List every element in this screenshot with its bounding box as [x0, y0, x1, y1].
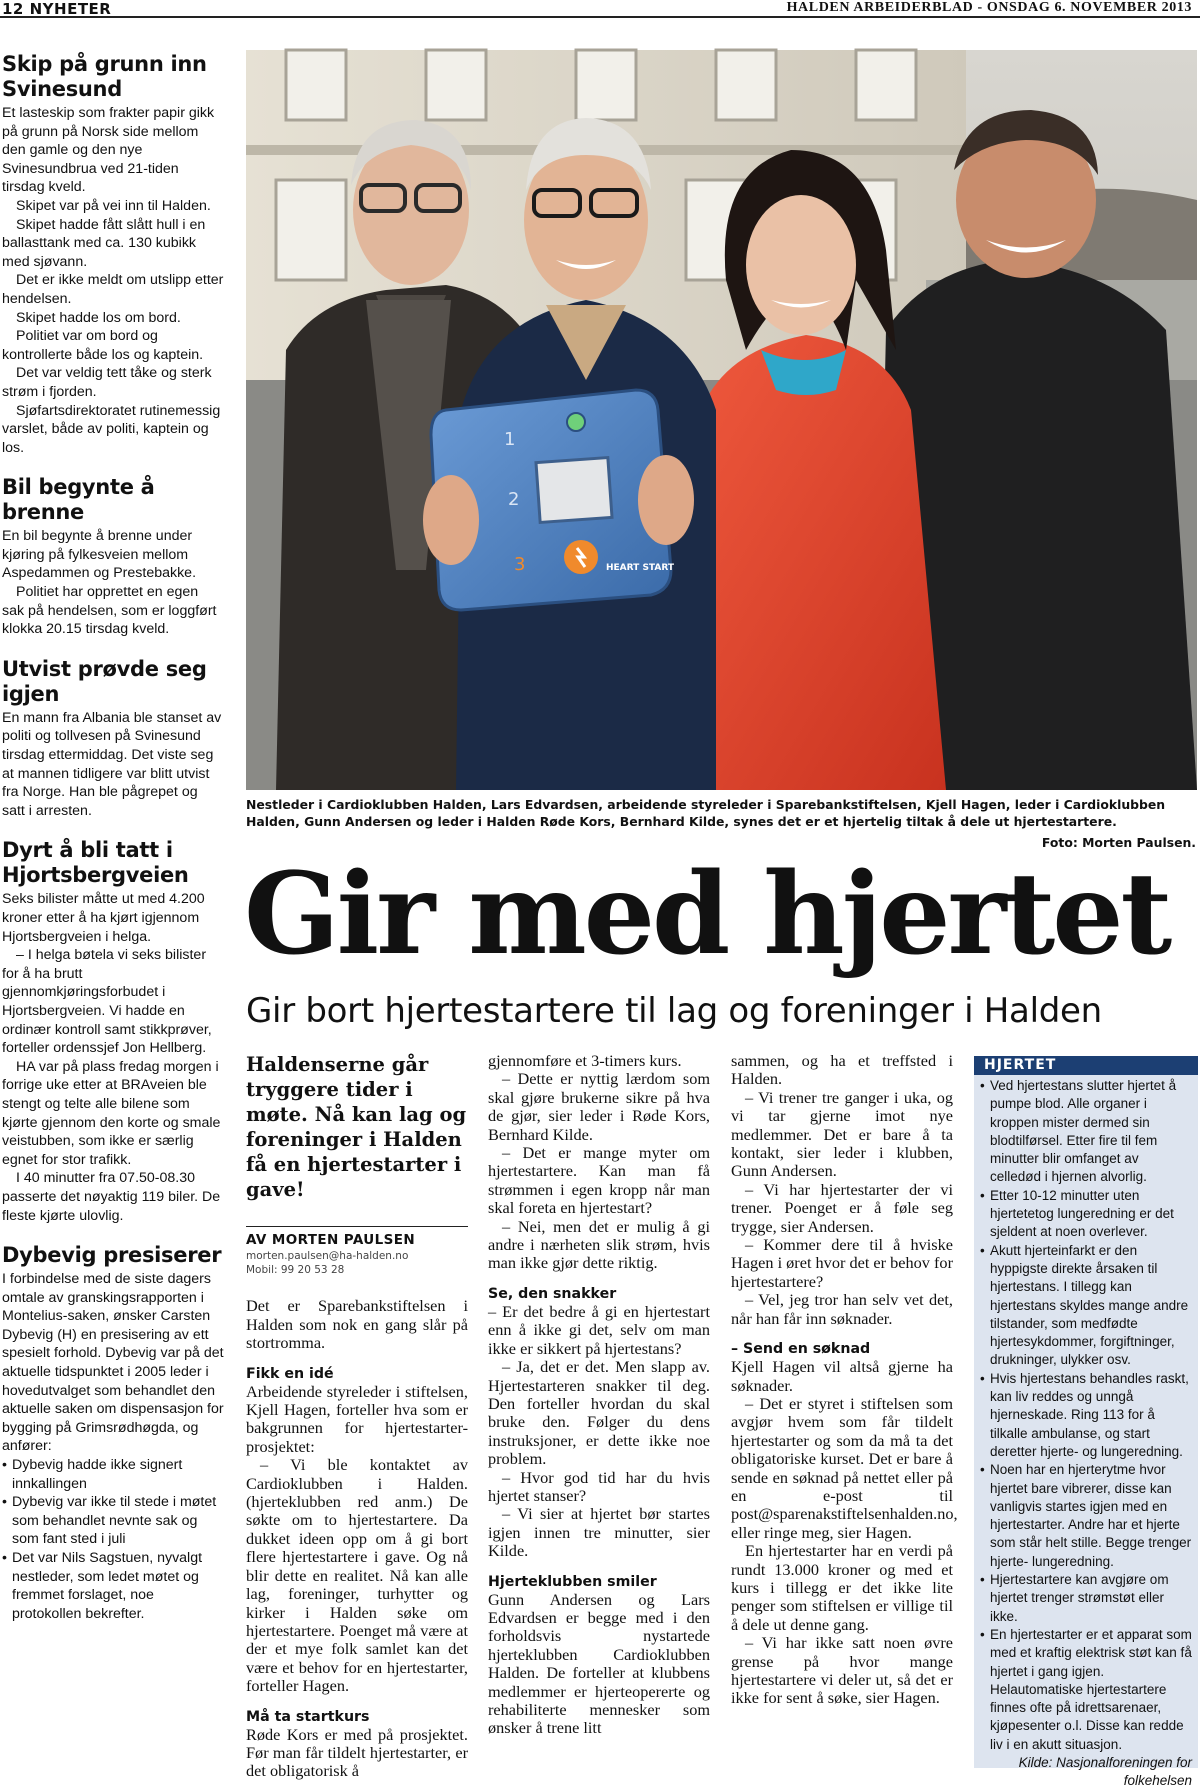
factbox-item: • Hjertestartere kan avgjøre om hjertet trenger strømstøt eller ikke.	[980, 1571, 1192, 1626]
article-subheading: Se, den snakker	[488, 1285, 617, 1302]
article-paragraph: – Vi har ikke satt noen øvre grense på hvor mange hjertestartere vi deler ut, så det er ikke for sent å søke, sier Hagen.	[731, 1633, 953, 1708]
news-briefs-column	[2, 52, 224, 1770]
defib-label-2: 2	[508, 489, 520, 510]
article-paragraph: – Dette er nyttig lærdom som skal gjøre brukerne sikre på hva de gjør, sier leder i Røde Kors, Bernhard Kilde.	[488, 1069, 710, 1144]
article-photo	[246, 50, 1197, 790]
brief-bullet-list	[2, 1456, 224, 1623]
factbox-item: • En hjertestarter er et apparat som med et kraftig elektrisk støt kan få hjertet i gang igjen. Helautomatiske hjertestartere finnes ofte på idrettsarenaer, kjøpesenter o.l. Disse kan redde liv i en akutt situasjon.	[980, 1626, 1192, 1754]
brief-title: Skip på grunn inn Svinesund	[2, 52, 207, 101]
news-brief	[2, 657, 224, 821]
brief-title: Utvist prøvde seg igjen	[2, 656, 207, 706]
page-section: 12 NYHETER	[2, 0, 112, 18]
article-paragraph: Kjell Hagen vil altså gjerne ha søknader.	[731, 1357, 953, 1395]
news-brief	[2, 475, 224, 639]
factbox-item: • Ved hjertestans slutter hjertet å pumpe blod. Alle organer i kroppen mister dermed sin blodtilførsel. Etter fire til fem minutter blir omfanget av celledød i hjernen alvorlig.	[980, 1077, 1192, 1187]
article-paragraph: – Vi sier at hjertet bør startes igjen innen tre minutter, sier Kilde.	[488, 1504, 710, 1561]
photo-credit: Foto: Morten Paulsen.	[1041, 835, 1196, 850]
brief-paragraph: Et lasteskip som frakter papir gikk på grunn på Norsk side mellom den gamle og den nye Svinesundbrua ved 21-tiden tirsdag kveld.	[2, 105, 215, 196]
news-brief	[2, 52, 224, 457]
article-column-1	[246, 1052, 468, 1781]
brief-paragraph: En bil begynte å brenne under kjøring på fylkesveien mellom Aspedammen og Prestebakke.	[2, 528, 197, 582]
article-paragraph: Arbeidende styreleder i stiftelsen, Kjell Hagen, forteller hva som er bakgrunnen for hjertestarter-prosjektet:	[246, 1381, 468, 1456]
page-header	[0, 0, 1200, 18]
subheadline: Gir bort hjertestartere til lag og foreninger i Halden	[246, 991, 1102, 1031]
article-column-3	[731, 1051, 958, 1768]
publication-dateline: HALDEN ARBEIDERBLAD - ONSDAG 6. NOVEMBER 2013	[786, 0, 1192, 15]
article-paragraph: Det er Sparebankstiftelsen i Halden som nok en gang slår på stortromma.	[246, 1296, 468, 1353]
article-paragraph: – Kommer dere til å hviske Hagen i øret hvor det er behov for hjertestartere?	[731, 1235, 953, 1291]
brief-paragraph: Skipet var på vei inn til Halden.	[16, 197, 211, 214]
author-phone: Mobil: 99 20 53 28	[246, 1264, 345, 1277]
factbox-source: Kilde: Nasjonalforeningen for folkehelsen	[1018, 1754, 1192, 1788]
factbox-title: HJERTET	[974, 1056, 1198, 1075]
brief-paragraph: Politiet var om bord og kontrollerte både los og kaptein.	[2, 328, 204, 363]
article-paragraph: – Hvor god tid har du hvis hjertet stanser?	[488, 1467, 710, 1505]
photo-caption: Nestleder i Cardioklubben Halden, Lars Edvardsen, arbeidende styreleder i Sparebankstiftelsen, Kjell Hagen, leder i Cardioklubben Halden, Gunn Andersen og leder i Halden Røde Kors, Bernhard Kilde, synes det er et hjertelig tiltak å dele ut hjertestartere.	[246, 797, 1166, 829]
brief-paragraph: I forbindelse med de siste dagers omtale av granskingsrapporten i Montelius-saken, ønsker Carsten Dybevig (H) en presisering av ett spesielt forhold. Dybevig var på det aktuelle tidspunktet i 2005 leder i hovedutvalget som behandlet den aktuelle saken om dispensasjon for bygging på Grimsrødhøgda, og anfører:	[2, 1271, 224, 1455]
factbox	[974, 1056, 1198, 1788]
defib-label-1: 1	[504, 429, 516, 450]
brief-paragraph: Seks bilister måtte ut med 4.200 kroner etter å ha kjørt igjennom Hjortsbergveien i helga.	[2, 891, 205, 945]
article-column-2	[488, 1052, 710, 1768]
article-paragraph: sammen, og ha et treffsted i Halden.	[731, 1051, 953, 1089]
news-brief	[2, 838, 224, 1225]
article-paragraph: – Vel, jeg tror han selv vet det, når han får inn søknader.	[731, 1290, 953, 1328]
factbox-item: • Noen har en hjerterytme hvor hjertet bare vibrerer, disse kan vanligvis startes igjen med en hjertestarter. Andre har et hjerte som står helt stille. Begge trenger hjerte- lungeredning.	[980, 1461, 1192, 1571]
article-paragraph: – Det er mange myter om hjertestartere. Kan man få strømmen i egen kropp når man skal foreta en hjertestart?	[488, 1143, 710, 1218]
brief-title: Bil begynte å brenne	[2, 475, 155, 525]
brief-paragraph: HA var på plass fredag morgen i forrige uke etter at BRAveien ble stengt og telte alle bilene som kjørte gjennom den korte og smale veistubben, som ikke er særlig egnet for stor trafikk.	[2, 1058, 221, 1168]
article-subheading: Fikk en idé	[246, 1365, 334, 1382]
brief-title: Dybevig presiserer	[2, 1243, 222, 1268]
news-brief	[2, 1243, 224, 1623]
brief-paragraph: – I helga bøtela vi seks bilister for å ha brutt gjennomkjøringsforbudet i Hjortsbergveien. Vi hadde en ordinær kontroll samt stikkprøver, forteller ordenssjef Jon Hellberg.	[2, 947, 212, 1057]
brief-paragraph: Sjøfartsdirektoratet rutinemessig varslet, både av politi, kaptein og los.	[2, 402, 221, 456]
article-ingress: Haldenserne går tryggere tider i møte. Nå kan lag og foreninger i Halden få en hjertestarter i gave!	[246, 1053, 467, 1201]
brief-bullet: • Det var Nils Sagstuen, nyvalgt nestleder, som ledet møtet og fremmet forslaget, noe protokollen bekrefter.	[2, 1549, 224, 1623]
article-subheading: Hjerteklubben smiler	[488, 1573, 657, 1590]
factbox-item: • Akutt hjerteinfarkt er den hyppigste direkte årsaken til hjertestans. I tillegg kan hjertestans skyldes mange andre tilstander, som medfødte hjertesykdommer, forgiftninger, drukninger, ulykker osv.	[980, 1242, 1192, 1370]
article-paragraph: Gunn Andersen og Lars Edvardsen er begge med i den forholdsvis nystartede hjerteklubben Cardioklubben Halden. De forteller at klubbens medlemmer er hjerteopererte og rehabiliterte mennesker som ønsker å trene litt	[488, 1589, 710, 1738]
article-paragraph: – Vi har hjertestarter der vi trener. Poenget er å føle seg trygge, sier Andersen.	[731, 1179, 953, 1236]
article-byline: AV MORTEN PAULSEN	[246, 1226, 468, 1249]
factbox-list	[974, 1075, 1198, 1754]
brief-paragraph: Skipet hadde los om bord.	[16, 309, 181, 326]
article-paragraph: En hjertestarter har en verdi på rundt 13.000 kroner og med et kurs i tillegg er det ikke lite penger som stiftelsen er villige til å dele ut denne gang.	[731, 1541, 953, 1634]
brief-paragraph: En mann fra Albania ble stanset av politi og tollvesen på Svinesund tirsdag ettermiddag. Det viste seg at mannen tidligere var blitt utvist fra Norge. Han ble pågrepet og satt i arresten.	[2, 709, 222, 819]
brief-paragraph: Det var veldig tett tåke og sterk strøm i fjorden.	[2, 365, 212, 400]
article-subheading: – Send en søknad	[731, 1341, 871, 1358]
defib-label-3: 3	[514, 554, 526, 575]
article-paragraph: – Vi ble kontaktet av Cardioklubben i Halden. (hjerteklubben red anm.) De søkte om to hjertestartere. Da dukket ideen opp om å gi bort flere hjertestartere i gave. Og nå blir dette en realitet. Nå kan alle lag, foreninger, turhytter og kirker i Halden søke om hjertestartere. Poenget må være at der et mye folk samlet kan det være et behov for en hjertestarter, forteller Hagen.	[246, 1455, 468, 1696]
brief-title: Dyrt å bli tatt i Hjortsbergveien	[2, 838, 189, 888]
factbox-item: • Hvis hjertestans behandles raskt, kan liv reddes og unngå hjerneskade. Ring 113 for å tilkalle ambulanse, og start deretter hjerte- og lungeredning.	[980, 1370, 1192, 1461]
article-paragraph: – Er det bedre å gi en hjertestart enn å ikke gi det, selv om man ikke er sikkert på hjertestans?	[488, 1301, 710, 1358]
brief-paragraph: I 40 minutter fra 07.50-08.30 passerte det nøyaktig 119 biler. De fleste kjørte ulovlig.	[2, 1170, 221, 1224]
defibrillator	[423, 390, 694, 610]
brief-paragraph: Skipet hadde fått slått hull i en ballasttank med ca. 130 kubikk med sjøvann.	[2, 216, 206, 270]
article-paragraph: gjennomføre et 3-timers kurs.	[488, 1051, 682, 1070]
headline: Gir med hjertet	[244, 849, 1170, 980]
factbox-item: • Etter 10-12 minutter uten hjertetetog lungeredning er det sjeldent at noen overlever.	[980, 1187, 1192, 1242]
article-subheading: Må ta startkurs	[246, 1708, 370, 1725]
brief-bullet: • Dybevig var ikke til stede i møtet som behandlet nevnte sak og som fant sted i juli	[2, 1493, 224, 1549]
photo-illustration	[246, 50, 1197, 790]
article-paragraph: – Ja, det er det. Men slapp av. Hjertestarteren snakker til deg. Den forteller hvordan du skal bruke den. Følger du dens instruksjoner, er dette ikke noe problem.	[488, 1357, 710, 1469]
brief-bullet: • Dybevig hadde ikke signert innkallingen	[2, 1456, 224, 1493]
brief-paragraph: Politiet har opprettet en egen sak på hendelsen, som er loggført klokka 20.15 tirsdag kveld.	[2, 584, 217, 638]
brief-paragraph: Det er ikke meldt om utslipp etter hendelsen.	[2, 272, 224, 307]
defib-heartstart-text: HEART START	[606, 563, 674, 573]
article-paragraph: – Nei, men det er mulig å gi andre i nærheten slik strøm, hvis man ikke gjør dette riktig.	[488, 1216, 710, 1273]
article-paragraph: – Vi trener tre ganger i uka, og vi tar gjerne imot nye medlemmer. Det er bare å ta kontakt, sier leder i klubben, Gunn Andersen.	[731, 1087, 953, 1181]
article-paragraph: – Det er styret i stiftelsen som avgjør hvem som får tildelt hjertestarter og som da må ta det obligatoriske kurset. Det er bare å sende en søknad på nettet eller på en e-post til post@sparenakstiftelsenhalden.no, eller ringe meg, sier Hagen.	[731, 1393, 958, 1542]
author-email[interactable]: morten.paulsen@ha-halden.no	[246, 1250, 409, 1263]
article-paragraph: Røde Kors er med på prosjektet. Før man får tildelt hjertestarter, er det obligatorisk å	[246, 1724, 468, 1781]
